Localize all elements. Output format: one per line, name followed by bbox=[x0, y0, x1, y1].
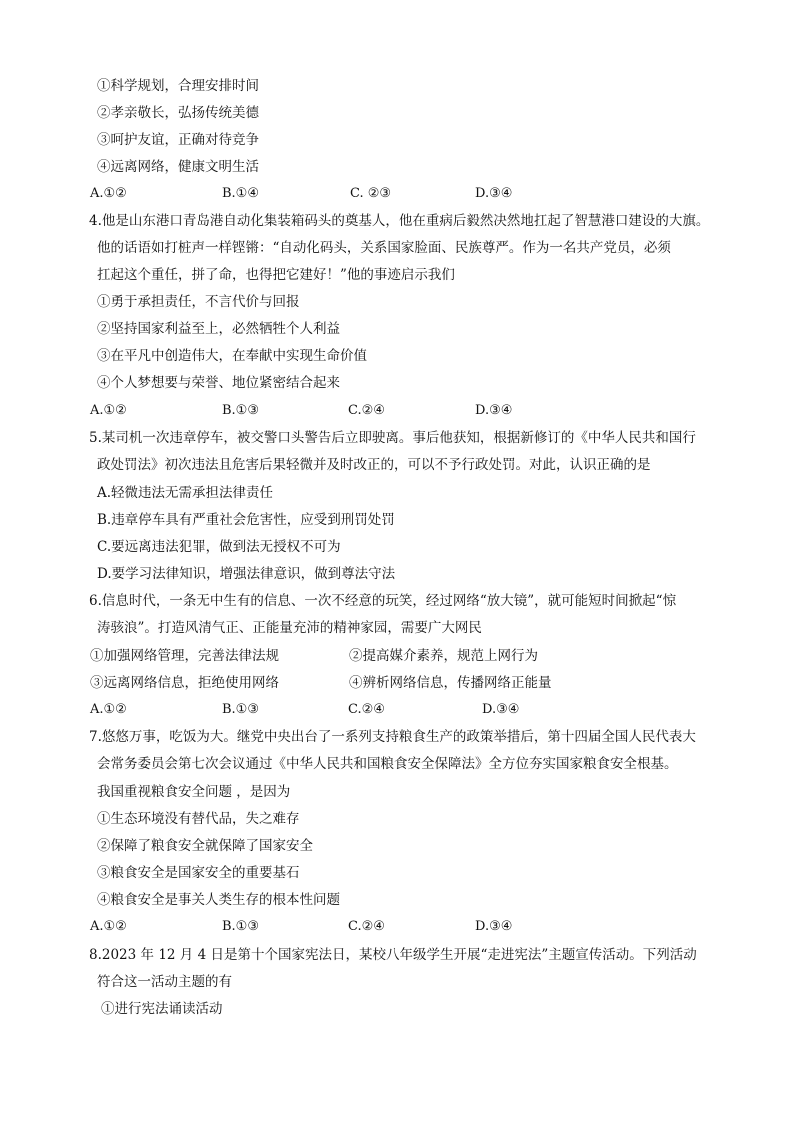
q3-item-4: ④远离网络，健康文明生活 bbox=[97, 159, 259, 175]
q6-item-1: ①加强网络管理，完善法律法规 bbox=[90, 648, 279, 664]
q5-choice-c: C.要远离违法犯罪，做到法无授权不可为 bbox=[97, 539, 341, 555]
q8-stem-line-1: 8.2023 年 12 月 4 日是第十个国家宪法日，某校八年级学生开展“走进宪法”主题宣传活动。下列活动 bbox=[89, 947, 697, 963]
q6-option-d: D.③④ bbox=[482, 702, 520, 717]
q7-item-1: ①生态环境没有替代品，失之难存 bbox=[97, 811, 300, 827]
q7-stem-line-1: 7.悠悠万事，吃饭为大。继党中央出台了一系列支持粮食生产的政策举措后，第十四届全国人民代表大 bbox=[89, 729, 696, 745]
q8-item-1: ①进行宪法诵读活动 bbox=[101, 1001, 223, 1017]
q5-choice-d: D.要学习法律知识，增强法律意识，做到尊法守法 bbox=[97, 566, 396, 582]
q4-option-b: B.①③ bbox=[222, 403, 259, 418]
q7-item-4: ④粮食安全是事关人类生存的根本性问题 bbox=[97, 892, 340, 908]
q6-stem-line-1: 6.信息时代，一条无中生有的信息、一次不经意的玩笑，经过网络“放大镜”，就可能短时间掀起“惊 bbox=[89, 593, 677, 609]
q4-item-3: ③在平凡中创造伟大，在奉献中实现生命价值 bbox=[97, 348, 367, 364]
q3-item-3: ③呵护友谊，正确对待竞争 bbox=[97, 132, 259, 148]
q6-item-2: ②提高媒介素养，规范上网行为 bbox=[349, 648, 538, 664]
q4-option-c: C.②④ bbox=[348, 403, 385, 418]
q4-stem-line-2: 他的话语如打桩声一样铿锵：“自动化码头，关系国家脸面、民族尊严。作为一名共产党员，必须 bbox=[97, 240, 671, 256]
q6-stem-line-2: 涛骇浪”。打造风清气正、正能量充沛的精神家园，需要广大网民 bbox=[97, 620, 482, 636]
q7-option-a: A.①② bbox=[90, 919, 127, 934]
q3-option-d: D.③④ bbox=[475, 186, 513, 201]
q6-item-3: ③远离网络信息，拒绝使用网络 bbox=[90, 675, 279, 691]
q5-stem-line-1: 5.某司机一次违章停车，被交警口头警告后立即驶离。事后他获知，根据新修订的《中华人民共和国行 bbox=[89, 430, 696, 446]
q3-option-b: B.①④ bbox=[222, 186, 259, 201]
q7-stem-line-3: 我国重视粮食安全问题 ，是因为 bbox=[97, 784, 291, 800]
q7-stem-line-2: 会常务委员会第七次会议通过《中华人民共和国粮食安全保障法》全方位夯实国家粮食安全根基。 bbox=[97, 756, 678, 772]
q8-stem-line-2: 符合这一活动主题的有 bbox=[97, 974, 232, 990]
q4-item-4: ④个人梦想要与荣誉、地位紧密结合起来 bbox=[97, 375, 340, 391]
q4-stem-line-3: 扛起这个重任，拼了命，也得把它建好！”他的事迹启示我们 bbox=[97, 267, 455, 283]
q7-option-d: D.③④ bbox=[475, 919, 513, 934]
q6-option-c: C.②④ bbox=[348, 702, 385, 717]
q5-stem-line-2: 政处罚法》初次违法且危害后果轻微并及时改正的，可以不予行政处罚。对此，认识正确的是 bbox=[97, 457, 651, 473]
q7-item-2: ②保障了粮食安全就保障了国家安全 bbox=[97, 838, 313, 854]
q3-item-1: ①科学规划，合理安排时间 bbox=[97, 78, 259, 94]
q7-item-3: ③粮食安全是国家安全的重要基石 bbox=[97, 865, 300, 881]
q3-option-a: A.①② bbox=[90, 186, 127, 201]
q6-option-a: A.①② bbox=[90, 702, 127, 717]
q7-option-c: C.②④ bbox=[348, 919, 385, 934]
q6-option-b: B.①③ bbox=[222, 702, 259, 717]
q4-item-1: ①勇于承担责任，不言代价与回报 bbox=[97, 294, 300, 310]
q4-option-d: D.③④ bbox=[475, 403, 513, 418]
q7-option-b: B.①③ bbox=[222, 919, 259, 934]
q3-item-2: ②孝亲敬长，弘扬传统美德 bbox=[97, 105, 259, 121]
q4-option-a: A.①② bbox=[90, 403, 127, 418]
q5-choice-a: A.轻微违法无需承担法律责任 bbox=[97, 485, 274, 501]
q6-item-4: ④辨析网络信息，传播网络正能量 bbox=[349, 675, 552, 691]
q5-choice-b: B.违章停车具有严重社会危害性，应受到刑罚处罚 bbox=[97, 512, 395, 528]
q4-stem-line-1: 4.他是山东港口青岛港自动化集装箱码头的奠基人，他在重病后毅然决然地扛起了智慧港口建设的大旗。 bbox=[89, 213, 710, 229]
q4-item-2: ②坚持国家利益至上，必然牺牲个人利益 bbox=[97, 321, 340, 337]
q3-option-c: C. ②③ bbox=[350, 186, 392, 201]
